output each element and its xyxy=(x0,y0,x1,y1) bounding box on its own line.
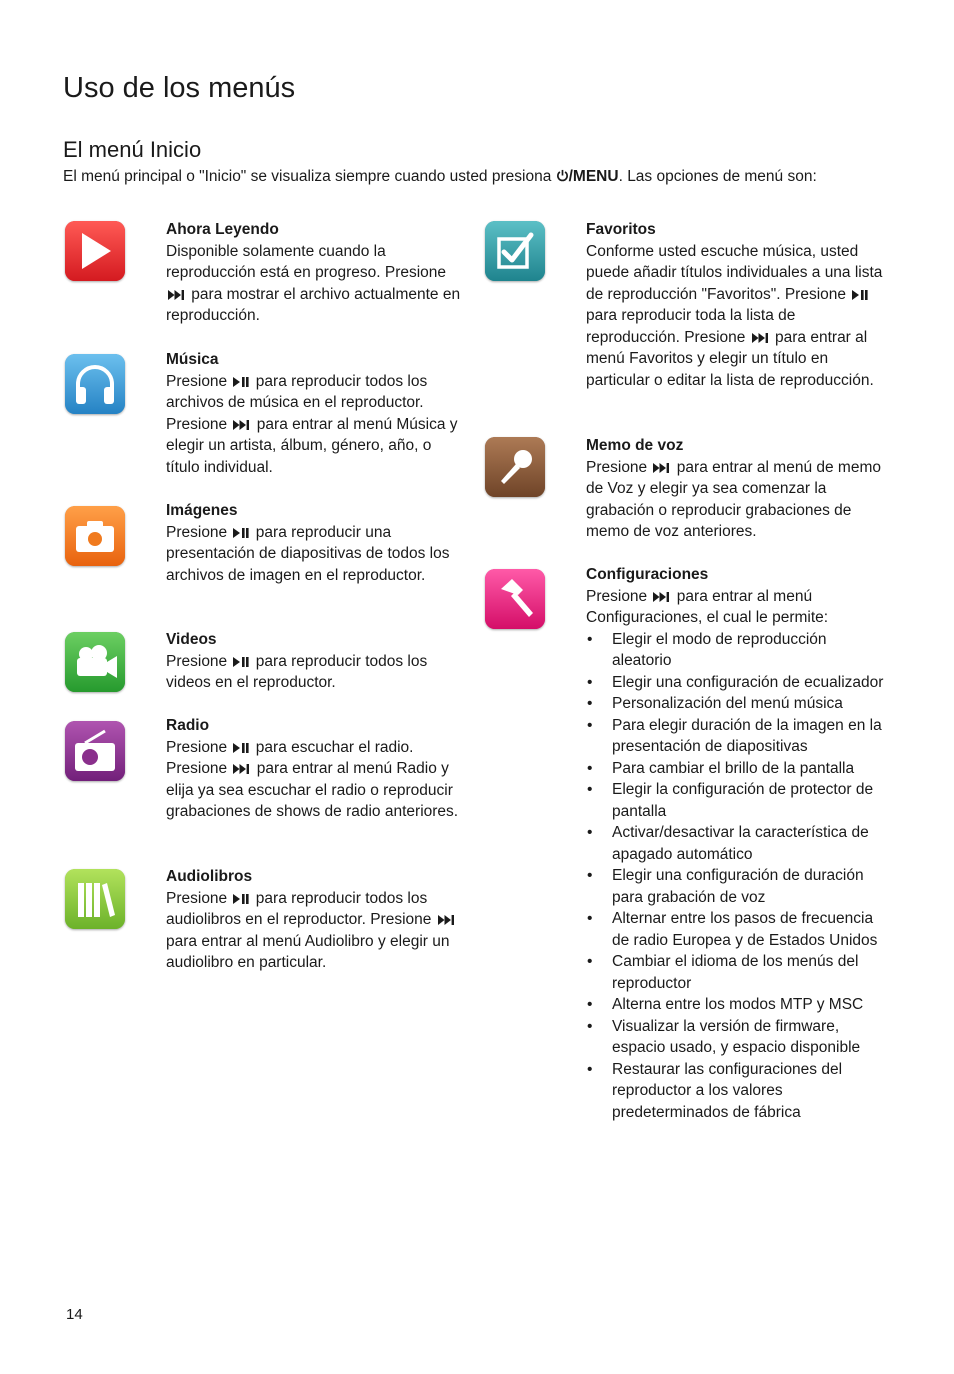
camera-icon xyxy=(65,506,125,566)
next-icon xyxy=(233,420,250,430)
list-item: • Elegir la configuración de protector de pantalla xyxy=(586,779,886,822)
video-camera-icon xyxy=(65,632,125,692)
entry-title: Ahora Leyendo xyxy=(166,221,279,238)
list-item: • Restaurar las configuraciones del reproductor a los valores predeterminados de fábrica xyxy=(586,1059,886,1124)
hammer-icon xyxy=(485,569,545,629)
section-title: El menú Inicio xyxy=(63,137,202,162)
next-icon xyxy=(438,915,455,925)
entry-text: Disponible solamente cuando la reproducción está en progreso. Presione xyxy=(166,242,447,281)
entry-text: Presione xyxy=(166,652,232,670)
checkbox-icon xyxy=(485,221,545,281)
entry-musica xyxy=(166,349,466,478)
entry-description xyxy=(166,522,466,587)
entry-title: Favoritos xyxy=(586,221,656,238)
entry-radio xyxy=(166,715,466,823)
list-item: • Alterna entre los modos MTP y MSC xyxy=(586,994,886,1016)
entry-description xyxy=(586,241,886,392)
next-icon xyxy=(653,592,670,602)
next-icon xyxy=(752,333,769,343)
play-icon xyxy=(65,221,125,281)
intro-text xyxy=(63,166,893,187)
entry-text: Presione xyxy=(586,458,652,476)
next-icon xyxy=(168,290,185,300)
entry-text: para entrar al menú Audiolibro y elegir un audiolibro en particular. xyxy=(166,932,450,971)
list-item: • Para cambiar el brillo de la pantalla xyxy=(586,758,886,780)
radio-icon xyxy=(65,721,125,781)
list-item: • Para elegir duración de la imagen en la presentación de diapositivas xyxy=(586,715,886,758)
entry-text: Conforme usted escuche música, usted puede añadir títulos individuales a una lista de reproducción "Favoritos". Presione xyxy=(586,242,883,303)
entry-title: Audiolibros xyxy=(166,868,253,885)
entry-text: para reproducir todos los audiolibros en el reproductor. Presione xyxy=(166,889,436,928)
entry-description xyxy=(166,737,466,823)
list-item: • Visualizar la versión de firmware, espacio usado, y espacio disponible xyxy=(586,1016,886,1059)
power-icon xyxy=(556,169,569,182)
entry-description xyxy=(166,241,466,327)
books-icon xyxy=(65,869,125,929)
entry-description xyxy=(586,586,886,629)
play-pause-icon xyxy=(852,290,868,300)
entry-description xyxy=(166,371,466,479)
play-pause-icon xyxy=(233,657,249,667)
next-icon xyxy=(233,764,250,774)
entry-audiolibros xyxy=(166,866,466,974)
entry-title: Radio xyxy=(166,717,210,734)
intro-text-before: El menú principal o "Inicio" se visualiza siempre cuando usted presiona xyxy=(63,168,556,185)
entry-text: para entrar al menú Favoritos y elegir un título en particular o editar la lista de reproducción. xyxy=(586,328,874,389)
list-item: • Elegir el modo de reproducción aleatorio xyxy=(586,629,886,672)
page-title: Uso de los menús xyxy=(63,72,296,104)
entry-text: para reproducir una presentación de diapositivas de todos los archivos de imagen en el reproductor. xyxy=(166,523,450,584)
entry-videos xyxy=(166,629,466,694)
entry-title: Configuraciones xyxy=(586,566,709,583)
entry-text: para entrar al menú Configuraciones, el cual le permite: xyxy=(586,587,829,626)
entry-description xyxy=(166,651,466,694)
microphone-icon xyxy=(485,437,545,497)
entry-ahora-leyendo xyxy=(166,219,466,327)
entry-title: Música xyxy=(166,351,219,368)
entry-text: Presione xyxy=(166,372,232,390)
play-pause-icon xyxy=(233,377,249,387)
entry-configuraciones xyxy=(586,564,886,1123)
entry-text: para entrar al menú de memo de Voz y elegir ya sea comenzar la grabación o reproducir grabaciones de memo de voz anteriores. xyxy=(586,458,881,540)
settings-list xyxy=(586,629,886,1124)
entry-memo-de-voz xyxy=(586,435,886,543)
list-item: • Alternar entre los pasos de frecuencia de radio Europea y de Estados Unidos xyxy=(586,908,886,951)
entry-text: para escuchar el radio. Presione xyxy=(166,738,414,777)
intro-text-after: . Las opciones de menú son: xyxy=(618,168,817,185)
entry-text: para reproducir todos los videos en el reproductor. xyxy=(166,652,428,691)
list-item: • Cambiar el idioma de los menús del reproductor xyxy=(586,951,886,994)
next-icon xyxy=(653,463,670,473)
entry-text: para reproducir todos los archivos de música en el reproductor. Presione xyxy=(166,372,428,433)
menu-key-label: /MENU xyxy=(568,168,619,185)
entry-title: Imágenes xyxy=(166,502,238,519)
entry-description xyxy=(586,457,886,543)
entry-description xyxy=(166,888,466,974)
entry-title: Videos xyxy=(166,631,217,648)
list-item: • Elegir una configuración de duración para grabación de voz xyxy=(586,865,886,908)
play-pause-icon xyxy=(233,894,249,904)
entry-text: para reproducir toda la lista de reproducción. Presione xyxy=(586,307,796,346)
page-number: 14 xyxy=(66,1306,83,1323)
entry-text: para entrar al menú Música y elegir un artista, álbum, género, año, o título individual. xyxy=(166,415,458,476)
entry-text: Presione xyxy=(166,523,232,541)
entry-imagenes xyxy=(166,500,466,586)
play-pause-icon xyxy=(233,743,249,753)
list-item: • Elegir una configuración de ecualizador xyxy=(586,672,886,694)
list-item: • Activar/desactivar la característica de apagado automático xyxy=(586,822,886,865)
list-item: • Personalización del menú música xyxy=(586,693,886,715)
play-pause-icon xyxy=(233,528,249,538)
entry-text: Presione xyxy=(166,738,232,756)
entry-favoritos xyxy=(586,219,886,391)
entry-text: para mostrar el archivo actualmente en reproducción. xyxy=(166,285,461,324)
entry-text: Presione xyxy=(166,889,232,907)
entry-text: para entrar al menú Radio y elija ya sea escuchar el radio o reproducir grabaciones de shows de radio anteriores. xyxy=(166,760,459,820)
headphones-icon xyxy=(65,354,125,414)
entry-text: Presione xyxy=(586,587,652,605)
entry-title: Memo de voz xyxy=(586,437,684,454)
